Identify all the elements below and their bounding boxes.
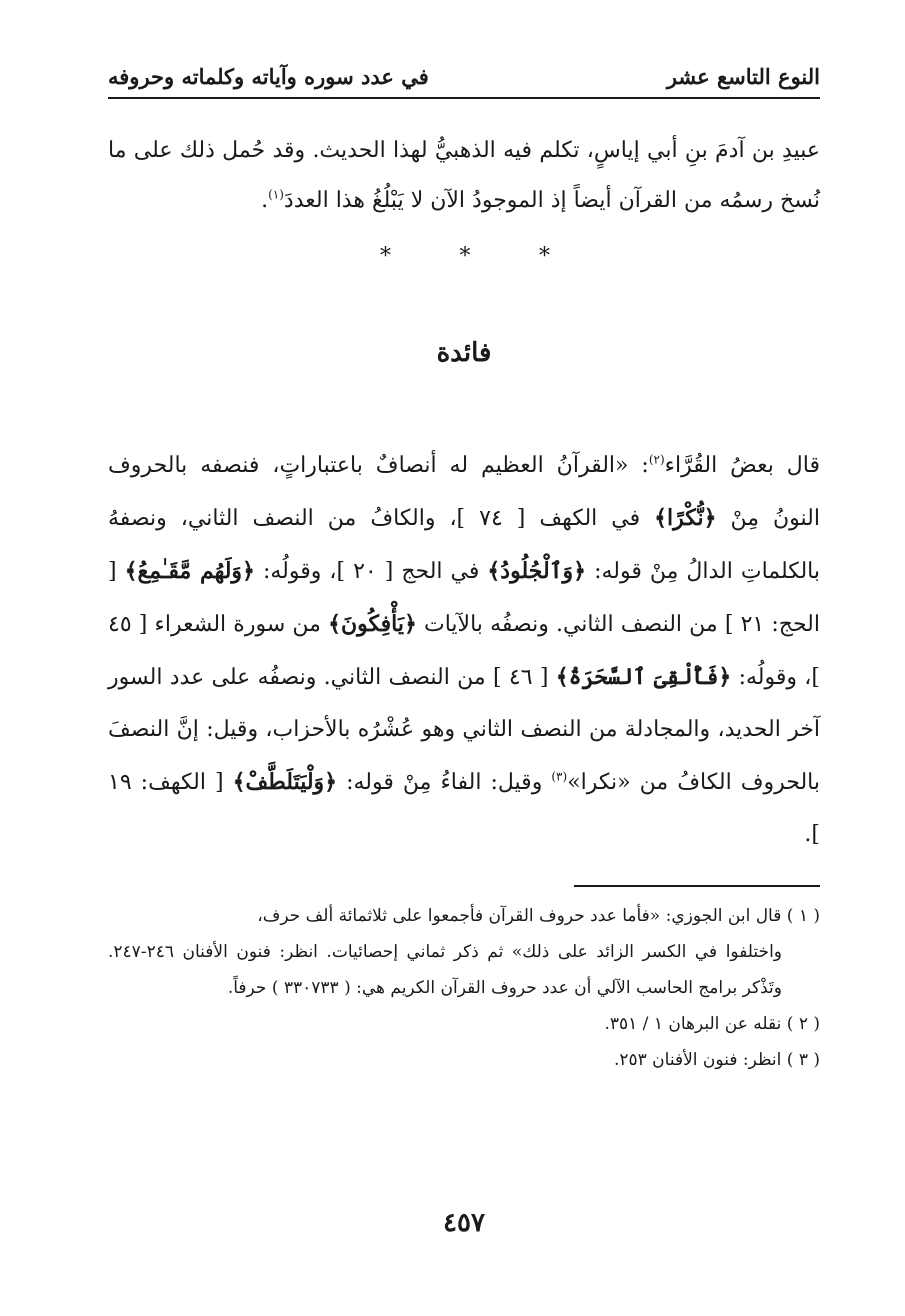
main-text: : «القرآنُ العظيم له أنصافٌ باعتباراتٍ، فنصفه بالحروف النونُ مِنْ bbox=[108, 453, 820, 531]
running-header bbox=[108, 56, 820, 96]
footnote-ref-3[interactable]: (٣) bbox=[551, 769, 568, 784]
main-text: من سورة الشعراء [ ٤٥ ]، وقولُه: bbox=[108, 612, 820, 690]
intro-paragraph bbox=[108, 126, 820, 226]
header-divider bbox=[108, 97, 820, 99]
quran-quote: ﴿وَلَهُم مَّقَـٰمِعُ﴾ bbox=[124, 558, 255, 584]
intro-end: . bbox=[261, 188, 269, 213]
separator-star: * bbox=[380, 244, 391, 269]
page-number: ٤٥٧ bbox=[443, 1208, 485, 1238]
header-section-title: في عدد سوره وآياته وكلماته وحروفه bbox=[108, 63, 429, 89]
footnotes bbox=[108, 898, 820, 1078]
footnote-ref-1[interactable]: (١) bbox=[268, 187, 284, 202]
quran-quote: ﴿يَأْفِكُونَ﴾ bbox=[328, 611, 417, 637]
section-separator bbox=[380, 244, 550, 269]
separator-star: * bbox=[459, 244, 471, 269]
footnote-1-continued: واختلفوا في الكسر الزائد على ذلك» ثم ذكر ثماني إحصائيات. انظر: فنون الأفنان ٢٤٦-٢٤٧. وتَذْكر برامج الحاسب الآلي أن عدد حروف القرآن الكريم هي: ( ٣٣٠٧٣٣ ) حرفاً. bbox=[108, 942, 782, 998]
main-text: في الحج [ ٢٠ ]، وقولُه: bbox=[254, 559, 488, 584]
main-text: [ ٤٦ ] من النصف الثاني. ونصفُه على عدد السور آخر الحديد، والمجادلة من النصف الثاني وهو عُشْرُه بالأحزاب، وقيل: إنَّ النصفَ بالحروف الكافُ من «نكرا» bbox=[108, 665, 820, 795]
intro-text: عبيدِ بن آدمَ بنِ أبي إياسٍ، تكلم فيه الذهبيُّ لهذا الحديث. وقد حُمل ذلك على ما نُسخ رسمُه من القرآن أيضاً إذ الموجودُ الآن لا يَبْلُغُ هذا العددَ bbox=[108, 138, 820, 213]
main-text: قال بعضُ القُرَّاء bbox=[664, 453, 820, 478]
footnote-2: ( ٢ ) نقله عن البرهان ١ / ٣٥١. bbox=[604, 1014, 820, 1034]
header-chapter-title: النوع التاسع عشر bbox=[666, 63, 820, 89]
quran-quote: ﴿وَلْيَتَلَطَّفْ﴾ bbox=[232, 769, 338, 795]
quran-quote: ﴿وَٱلْجُلُودُ﴾ bbox=[487, 558, 587, 584]
main-text: في الكهف [ ٧٤ ]، والكافُ من النصف الثاني، ونصفهُ بالكلماتِ الدالُ مِنْ قوله: bbox=[108, 506, 820, 584]
footnote-1: ( ١ ) قال ابن الجوزي: «فأما عدد حروف القرآن فأجمعوا على ثلاثمائة ألف حرف، bbox=[257, 906, 820, 926]
separator-star: * bbox=[539, 244, 550, 269]
main-text: [ الحج: ٢١ ] من النصف الثاني. ونصفُه بالآيات bbox=[108, 559, 820, 637]
footnote-ref-2[interactable]: (٢) bbox=[648, 452, 665, 467]
main-text: [ الكهف: ١٩ ]. bbox=[108, 770, 820, 847]
footnote-divider bbox=[574, 885, 820, 887]
main-paragraph bbox=[108, 440, 820, 861]
quran-quote: ﴿فَأُلْقِىَ ٱلسَّحَرَةُ﴾ bbox=[555, 664, 732, 690]
section-title: فائدة bbox=[436, 338, 492, 368]
main-text: وقيل: الفاءُ مِنْ قوله: bbox=[337, 770, 552, 795]
quran-quote: ﴿نُّكْرًا﴾ bbox=[654, 505, 717, 531]
footnote-3: ( ٣ ) انظر: فنون الأفنان ٢٥٣. bbox=[613, 1050, 820, 1070]
